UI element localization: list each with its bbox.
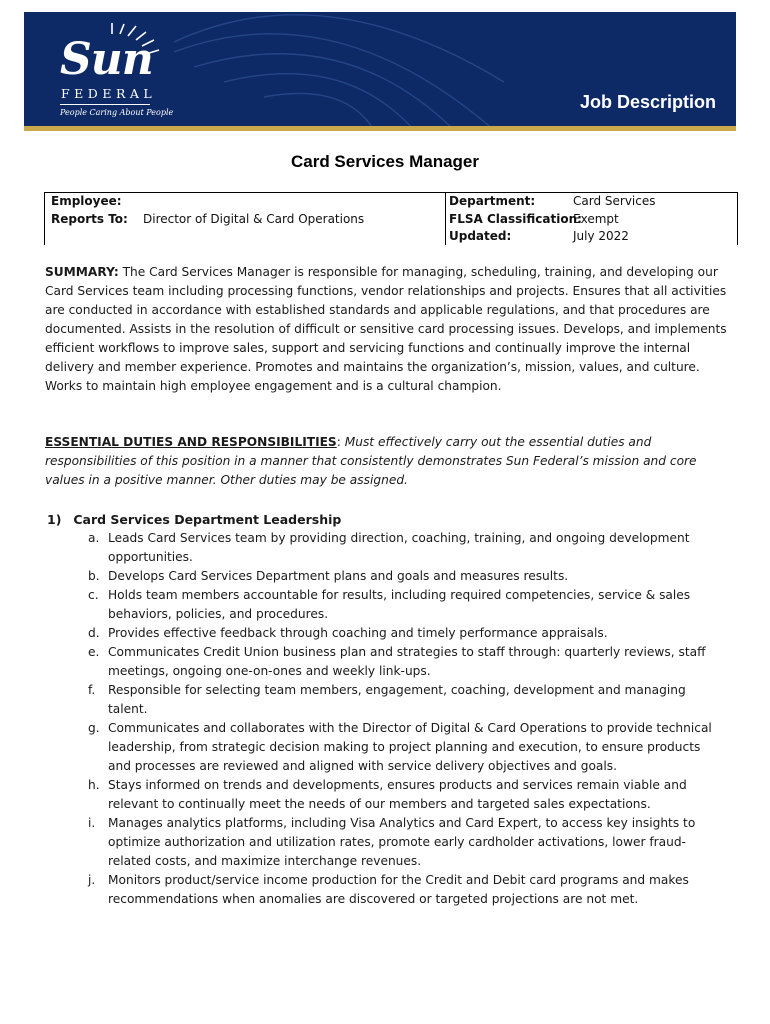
list-item-text: Stays informed on trends and developments, ensures products and services remain viable and relevant to continually meet the needs of our members and targeted sales expectations. xyxy=(108,778,687,811)
updated-value: July 2022 xyxy=(573,229,629,243)
summary-label: SUMMARY: xyxy=(45,265,119,279)
list-item xyxy=(70,681,725,719)
list-item-text: Provides effective feedback through coaching and timely performance appraisals. xyxy=(108,626,608,640)
logo-divider xyxy=(60,104,150,105)
logo-tagline: People Caring About People xyxy=(60,108,174,117)
list-item-letter: f. xyxy=(88,683,96,697)
list-item-letter: h. xyxy=(88,778,100,792)
list-item xyxy=(70,529,725,567)
list-item-text: Communicates and collaborates with the Director of Digital & Card Operations to provide technical leadership, from strategic decision making to project planning and execution, to ensure products and processes are reviewed and aligned with service delivery objectives and goals. xyxy=(108,721,712,773)
list-item xyxy=(70,624,725,643)
list-item-letter: b. xyxy=(88,569,100,583)
duty-list xyxy=(70,529,725,909)
summary-text: The Card Services Manager is responsible for managing, scheduling, training, and developing our Card Services team including processing functions, vendor relationships and projects. Ensures that all activities are conducted in accordance with established standards and applicable regulations, and that procedures are documented. Assists in the resolution of difficult or sensitive card processing issues. Develops, and implements efficient workflows to improve sales, support and servicing functions and continually improve the internal delivery and member experience. Promotes and maintains the organization’s, mission, values, and culture. Works to maintain high employee engagement and is a cultural champion. xyxy=(45,265,727,393)
flsa-label: FLSA Classification: xyxy=(449,211,582,226)
department-value: Card Services xyxy=(573,194,656,208)
list-item-letter: d. xyxy=(88,626,100,640)
info-divider xyxy=(445,193,446,245)
logo-wordmark: Sun xyxy=(60,34,153,85)
list-item-letter: j. xyxy=(88,873,96,887)
list-item xyxy=(70,586,725,624)
list-item-letter: a. xyxy=(88,531,100,545)
header-banner xyxy=(24,12,736,130)
list-item xyxy=(70,871,725,909)
duties-intro-paragraph xyxy=(45,433,735,490)
section-number: 1) xyxy=(47,512,62,527)
flsa-value: Exempt xyxy=(573,211,619,226)
list-item-letter: c. xyxy=(88,588,99,602)
banner-stripe xyxy=(24,126,736,131)
list-item xyxy=(70,643,725,681)
department-label: Department: xyxy=(449,194,536,208)
section-title: Card Services Department Leadership xyxy=(73,512,342,527)
list-item-text: Manages analytics platforms, including Visa Analytics and Card Expert, to access key insights to optimize authorization and utilization rates, promote early cardholder activations, lower fraud-related costs, and maximize interchange revenues. xyxy=(108,816,696,868)
list-item-letter: g. xyxy=(88,721,100,735)
list-item-letter: i. xyxy=(88,816,96,830)
reports-to-label: Reports To: xyxy=(51,211,128,226)
list-item xyxy=(70,814,725,871)
list-item-text: Responsible for selecting team members, engagement, coaching, development and managing talent. xyxy=(108,683,686,716)
section-heading xyxy=(47,510,341,529)
list-item xyxy=(70,567,725,586)
list-item-text: Monitors product/service income production for the Credit and Debit card programs and makes recommendations when anomalies are discovered or targeted projections are not met. xyxy=(108,873,689,906)
list-item xyxy=(70,719,725,776)
duties-heading-colon: : xyxy=(336,435,341,449)
job-info-box xyxy=(44,192,738,245)
duties-heading: ESSENTIAL DUTIES AND RESPONSIBILITIES xyxy=(45,435,337,449)
list-item xyxy=(70,776,725,814)
reports-to-value: Director of Digital & Card Operations xyxy=(143,211,365,226)
list-item-text: Leads Card Services team by providing direction, coaching, training, and ongoing development opportunities. xyxy=(108,531,690,564)
list-item-letter: e. xyxy=(88,645,100,659)
page-title: Card Services Manager xyxy=(290,152,480,171)
updated-label: Updated: xyxy=(449,229,512,243)
employee-label: Employee: xyxy=(51,194,122,208)
list-item-text: Develops Card Services Department plans and goals and measures results. xyxy=(108,569,569,583)
list-item-text: Communicates Credit Union business plan and strategies to staff through: quarterly reviews, staff meetings, ongoing one-on-ones and weekly link-ups. xyxy=(108,645,706,678)
logo-subtitle: FEDERAL xyxy=(61,86,157,101)
duties-intro-text: Must effectively carry out the essential duties and responsibilities of this position in a manner that consistently demonstrates Sun Federal’s mission and core values in a positive manner. Other duties may be assigned. xyxy=(45,435,697,487)
banner-title: Job Description xyxy=(579,92,716,112)
list-item-text: Holds team members accountable for results, including required competencies, service & sales behaviors, policies, and procedures. xyxy=(108,588,691,621)
summary-paragraph xyxy=(45,263,735,396)
